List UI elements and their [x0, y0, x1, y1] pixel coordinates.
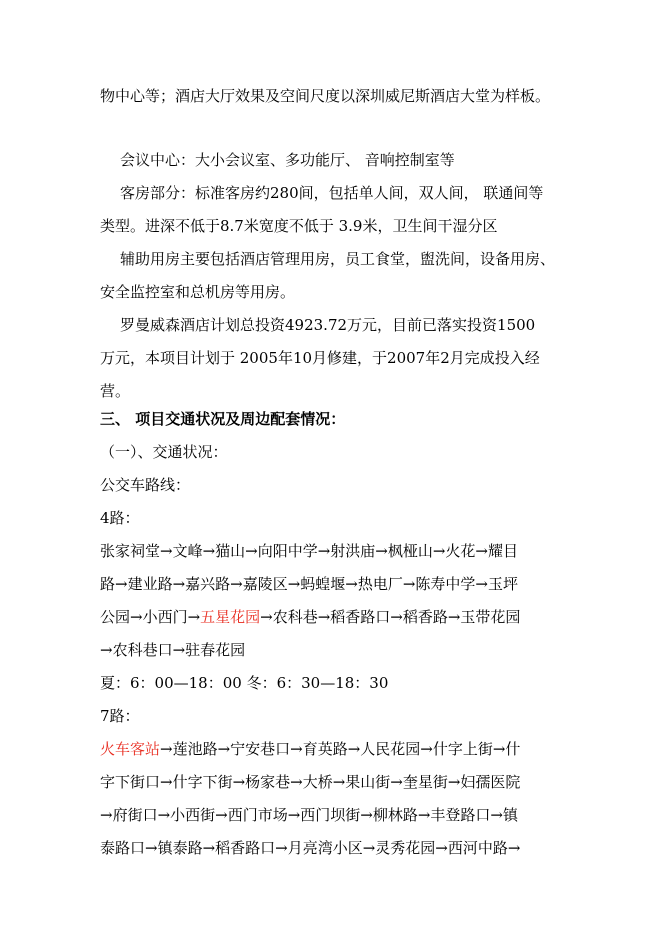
- paragraph-rooms-line-1: 客房部分：标准客房约280间，包括单人间，双人间， 联通间等: [120, 184, 544, 202]
- paragraph-investment-line-1: 罗曼威森酒店计划总投资4923.72万元，目前已落实投资1500: [120, 316, 536, 334]
- paragraph-rooms-line-2: 类型。进深不低于8.7米宽度不低于 3.9米，卫生间干湿分区: [100, 217, 498, 235]
- route-4-line-2: 路→建业路→嘉兴路→嘉陵区→蚂蝗堰→热电厂→陈寿中学→玉坪: [100, 575, 518, 593]
- paragraph-investment-line-2: 万元，本项目计划于 2005年10月修建，于2007年2月完成投入经: [100, 349, 540, 367]
- highlight-train-station: 火车客站: [100, 740, 161, 758]
- route-7-line-1: [100, 739, 520, 759]
- route-4-line-4: →农科巷口→驻春花园: [100, 641, 246, 659]
- paragraph-hotel-lobby-line: 物中心等；酒店大厅效果及空间尺度以深圳威尼斯酒店大堂为样板。: [100, 87, 551, 105]
- route-4-line-3-end: →农科巷→稻香路口→稻香路→玉带花园: [260, 608, 521, 626]
- highlight-wuxing-garden: 五星花园: [200, 608, 261, 626]
- paragraph-auxiliary-line-2: 安全监控室和总机房等用房。: [100, 283, 296, 301]
- route-7-line-2: 字下街口→什字下街→杨家巷→大桥→果山街→奎星街→妇孺医院: [100, 773, 521, 791]
- paragraph-conference-center: 会议中心：大小会议室、多功能厅、 音响控制室等: [120, 151, 455, 169]
- paragraph-investment-line-3: 营。: [100, 382, 131, 400]
- route-4-hours: 夏：6：00—18：00 冬：6：30—18：30: [100, 674, 389, 692]
- route-4-line-1: 张家祠堂→文峰→猫山→向阳中学→射洪庙→枫桠山→火花→耀目: [100, 542, 518, 560]
- section-heading: 三、 项目交通状况及周边配套情况：: [100, 410, 346, 428]
- route-7-line-1-end: →莲池路→宁安巷口→育英路→人民花园→什字上街→什: [160, 740, 521, 758]
- route-4-name: 4路：: [100, 509, 140, 527]
- route-4-line-3-start: 公园→小西门→: [100, 608, 201, 626]
- route-4-line-3: [100, 607, 520, 627]
- subsection-heading: （一）、交通状况：: [100, 443, 228, 461]
- route-7-line-3: →府街口→小西街→西门市场→西门坝街→柳林路→丰登路口→镇: [100, 806, 518, 824]
- route-7-name: 7路：: [100, 707, 140, 725]
- paragraph-auxiliary-line-1: 辅助用房主要包括酒店管理用房，员工食堂，盥洗间，设备用房、: [120, 250, 556, 268]
- bus-routes-label: 公交车路线：: [100, 476, 191, 494]
- route-7-line-4: 泰路口→镇泰路→稻香路口→月亮湾小区→灵秀花园→西河中路→: [100, 839, 521, 857]
